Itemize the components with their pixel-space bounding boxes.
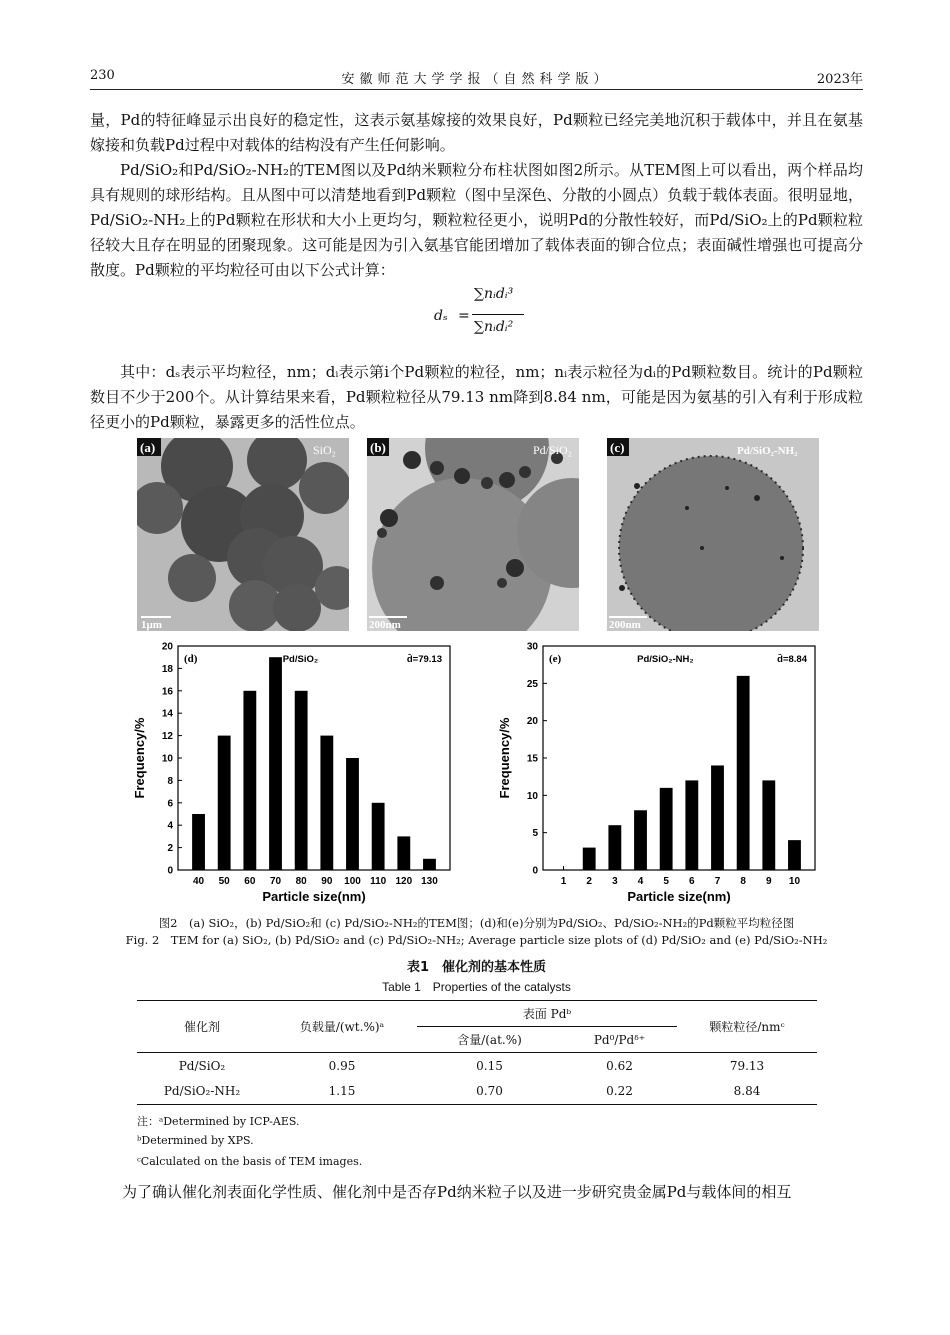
chart-e-y-tick-label: 15	[526, 753, 538, 765]
chart-d-bar	[372, 803, 385, 870]
chart-e-bar	[737, 676, 750, 870]
paragraph-1: 量，Pd的特征峰显示出良好的稳定性，这表示氨基嫁接的效果良好，Pd颗粒已经完美地沉积于载体中，并且在氨基嫁接和负载Pd过程中对载体的结构没有产生任何影响。	[90, 111, 863, 154]
chart-e-mean-label: d̄=8.84	[777, 654, 807, 665]
chart-d-bar	[397, 836, 410, 870]
cell: Pd/SiO₂	[178, 1058, 226, 1073]
paragraph-last: 为了确认催化剂表面化学性质、催化剂中是否存Pd纳米粒子以及进一步研究贵金属Pd与载体间的相互	[122, 1183, 792, 1201]
chart-e-chart-title: Pd/SiO₂-NH₂	[637, 654, 694, 665]
chart-e-bar	[788, 840, 801, 870]
cell: 0.70	[476, 1084, 503, 1099]
paragraph-2: Pd/SiO₂和Pd/SiO₂-NH₂的TEM图以及Pd纳米颗粒分布柱状图如图2所示。从TEM图上可以看出，两个样品均具有规则的球形结构。且从图中可以清楚地看到Pd颗粒（图中呈深色、分散的小圆点）负载于载体表面。很明显地，Pd/SiO₂-NH₂上的Pd颗粒在形状和大小上更均匀，颗粒粒径更小，说明Pd的分散性较好，而Pd/SiO₂上的Pd颗粒粒径较大且存在明显的团聚现象。这可能是因为引入氨基官能团增加了载体表面的铆合位点；表面碱性增强也可提高分散度。Pd颗粒的平均粒径可由以下公式计算：	[90, 161, 863, 279]
chart-d-x-tick-label: 60	[244, 876, 256, 887]
chart-d-chart-title: Pd/SiO₂	[282, 654, 319, 665]
table-note-a: 注：ᵃDetermined by ICP-AES.	[137, 1115, 300, 1128]
equation-numerator: ∑nᵢdᵢ³	[474, 286, 514, 302]
table-title-en: Table 1 Properties of the catalysts	[382, 980, 571, 994]
figure-caption-cn: 图2 (a) SiO₂，(b) Pd/SiO₂和 (c) Pd/SiO₂-NH₂的TEM图；(d)和(e)分别为Pd/SiO₂、Pd/SiO₂-NH₂的Pd颗粒平均粒径图	[158, 916, 795, 930]
chart-d-bar	[243, 691, 256, 870]
panel-b-sample-label: Pd/SiO₂	[533, 443, 572, 457]
panel-a-scale-bar: 1μm	[141, 619, 162, 631]
chart-d-x-tick-label: 110	[370, 876, 387, 887]
chart-e-bar	[660, 788, 673, 870]
panel-c-sample-label: Pd/SiO₂-NH₂	[737, 445, 798, 457]
chart-d-y-tick-label: 18	[161, 663, 173, 675]
fraction-bar	[472, 314, 524, 315]
tem-image-c	[607, 438, 819, 631]
chart-e-y-tick-label: 20	[526, 716, 538, 728]
chart-d-bar	[320, 736, 333, 870]
chart-d-x-tick-label: 130	[421, 876, 438, 887]
chart-d-y-tick-label: 10	[161, 753, 173, 765]
chart-e-x-tick-label: 9	[766, 876, 772, 887]
chart-d-y-tick-label: 2	[167, 843, 173, 855]
header-catalyst: 催化剂	[183, 1020, 220, 1034]
paragraph-3: 其中：dₛ表示平均粒径，nm；dᵢ表示第i个Pd颗粒的粒径，nm；nᵢ表示粒径为dᵢ的Pd颗粒数目。统计的Pd颗粒数目不少于200个。从计算结果来看，Pd颗粒粒径从79.13 nm降到8.84 nm，可能是因为氨基的引入有利于形成粒径更小的Pd颗粒，暴露更多的活性位点。	[90, 363, 863, 431]
tem-image-b	[367, 438, 579, 631]
chart-e-y-tick-label: 25	[526, 678, 538, 690]
panel-c-scale-bar: 200nm	[609, 619, 641, 631]
header-surface-pd: 表面 Pdᵇ	[417, 1001, 677, 1027]
histogram-e	[495, 638, 825, 908]
panel-a-letter: (a)	[140, 440, 156, 455]
running-header	[90, 66, 863, 88]
chart-d-y-tick-label: 16	[161, 686, 173, 698]
panel-a-sample-label: SiO₂	[313, 443, 336, 457]
cell: 0.62	[606, 1058, 633, 1073]
header-content: 含量/(at.%)	[457, 1033, 522, 1047]
figure-caption-en: Fig. 2 TEM for (a) SiO₂, (b) Pd/SiO₂ and (c) Pd/SiO₂-NH₂; Average particle size plots of (d) Pd/SiO₂ and (e) Pd/SiO₂-NH₂	[125, 933, 828, 947]
cell: 79.13	[729, 1058, 765, 1073]
header-size: 颗粒粒径/nmᶜ	[709, 1020, 785, 1034]
table-title-cn: 表1 催化剂的基本性质	[406, 960, 547, 975]
chart-e-x-tick-label: 10	[788, 876, 801, 887]
chart-d-y-tick-label: 4	[167, 820, 173, 832]
cell: 0.95	[328, 1058, 356, 1073]
panel-c-letter: (c)	[610, 440, 625, 455]
chart-e-panel-letter: (e)	[549, 653, 562, 665]
tem-image-a	[137, 438, 349, 631]
page-number: 230	[90, 68, 115, 83]
chart-d-x-tick-label: 50	[218, 876, 230, 887]
cell: 1.15	[328, 1084, 356, 1099]
chart-d-y-tick-label: 6	[167, 798, 173, 810]
chart-d-bar	[346, 758, 359, 870]
chart-d-panel-letter: (d)	[184, 653, 198, 665]
table-row	[137, 1053, 817, 1079]
equation-equals: =	[458, 308, 470, 324]
average-size-equation	[430, 286, 570, 346]
chart-e-x-tick-label: 4	[637, 876, 644, 887]
cell: 0.15	[476, 1058, 503, 1073]
panel-b-scale-bar: 200nm	[369, 619, 401, 631]
chart-d-y-axis-label: Frequency/%	[132, 717, 147, 799]
chart-e-bar	[608, 825, 621, 870]
chart-e-y-tick-label: 5	[532, 828, 538, 840]
chart-d-x-tick-label: 80	[295, 876, 307, 887]
chart-d-y-tick-label: 0	[167, 865, 173, 877]
chart-d-bar	[192, 814, 205, 870]
chart-e-x-tick-label: 5	[663, 876, 669, 887]
chart-e-y-tick-label: 10	[526, 790, 538, 802]
chart-e-y-tick-label: 30	[526, 641, 538, 653]
chart-d-x-axis-label: Particle size(nm)	[262, 889, 366, 904]
properties-table	[137, 1000, 817, 1105]
chart-d-bar	[269, 657, 282, 870]
header-rule	[90, 89, 863, 90]
header-year: 2023年	[816, 72, 863, 87]
chart-e-bar	[685, 780, 698, 870]
table-note-b: ᵇDetermined by XPS.	[137, 1134, 254, 1147]
chart-e-bar	[634, 810, 647, 870]
cell: 0.22	[606, 1084, 633, 1099]
journal-title: 安徽师范大学学报（自然科学版）	[341, 72, 612, 87]
chart-e-x-tick-label: 3	[612, 876, 618, 887]
chart-d-x-tick-label: 90	[321, 876, 333, 887]
chart-d-y-tick-label: 12	[161, 731, 173, 743]
cell: Pd/SiO₂-NH₂	[163, 1084, 241, 1099]
table-row	[137, 1079, 817, 1105]
chart-e-bar	[762, 780, 775, 870]
chart-d-y-tick-label: 8	[167, 775, 173, 787]
chart-d-y-tick-label: 20	[161, 641, 173, 653]
panel-b-letter: (b)	[370, 440, 386, 455]
chart-d-bar	[218, 736, 231, 870]
table-note-c: ᶜCalculated on the basis of TEM images.	[137, 1155, 363, 1168]
chart-e-x-tick-label: 7	[714, 876, 721, 887]
cell: 8.84	[733, 1084, 761, 1099]
chart-d-x-tick-label: 70	[269, 876, 282, 887]
chart-d-x-tick-label: 120	[395, 876, 413, 887]
equation-denominator: ∑nᵢdᵢ²	[474, 319, 514, 335]
chart-e-y-tick-label: 0	[532, 865, 538, 877]
chart-d-x-tick-label: 40	[192, 876, 205, 887]
chart-e-bar	[711, 765, 724, 870]
chart-e-x-axis-label: Particle size(nm)	[627, 889, 731, 904]
chart-e-x-tick-label: 1	[560, 876, 567, 887]
chart-e-x-tick-label: 8	[740, 876, 746, 887]
chart-e-x-tick-label: 2	[586, 876, 592, 887]
chart-e-y-axis-label: Frequency/%	[497, 717, 512, 799]
histogram-d	[130, 638, 460, 908]
chart-d-bar	[295, 691, 308, 870]
chart-d-mean-label: d̄=79.13	[406, 654, 442, 665]
chart-d-x-tick-label: 100	[344, 876, 361, 887]
header-ratio: Pd⁰/Pdᵟ⁺	[593, 1032, 646, 1047]
chart-e-x-tick-label: 6	[689, 876, 695, 887]
equation-lhs: dₛ	[434, 308, 448, 324]
chart-d-y-tick-label: 14	[161, 708, 173, 720]
header-loading: 负载量/(wt.%)ᵃ	[299, 1020, 385, 1034]
